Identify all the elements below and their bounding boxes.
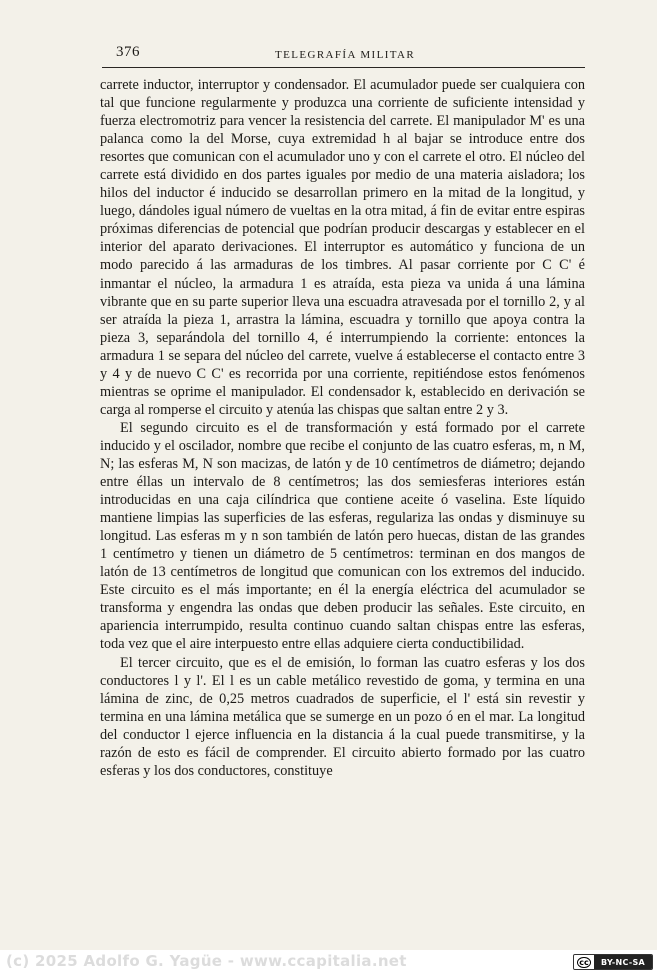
page-header — [102, 44, 585, 66]
copyright-footer — [0, 950, 657, 973]
page-number: 376 — [116, 44, 140, 60]
paragraph: El segundo circuito es el de transformación y está formado por el carrete inducido y el oscilador, nombre que recibe el conjunto de las cuatro esferas, m, n M, N; las esferas M, N son macizas, de latón y de 10 centímetros de diámetro; dejando entre éllas un intervalo de 8 centímetros; las dos semiesferas interiores están introducidas en una caja cilíndrica que contiene aceite ó vaselina. Este líquido mantiene limpias las superficies de las esferas, regulariza las ondas y disminuye su longitud. Las esferas m y n son también de latón pero huecas, distan de las grandes 1 centímetro y tienen un diámetro de 5 centímetros: terminan en dos mangos de latón de 13 centímetros de longitud que comunican con los extremos del inducido. Este circuito es el más importante; en él la energía eléctrica del acumulador se transforma y engendra las ondas que deben producir las señales. Este circuito, en apariencia interrumpido, resulta continuo cuando saltan chispas entre las esferas, toda vez que el aire interpuesto entre ellas adquiere cierta conductibilidad. — [100, 419, 585, 653]
copyright-credit: (c) 2025 Adolfo G. Yagüe - www.ccapitalia.net — [6, 952, 407, 970]
cc-logo-icon: cc — [574, 955, 594, 969]
running-head: TELEGRAFÍA MILITAR — [275, 49, 416, 61]
cc-license-label: BY-NC-SA — [594, 955, 652, 969]
body-text — [100, 76, 585, 780]
paragraph: carrete inductor, interruptor y condensador. El acumulador puede ser cualquiera con tal que funcione regularmente y produzca una corriente de suficiente intensidad y fuerza electromotriz para vencer la resistencia del carrete. El manipulador M' es una palanca como la del Morse, cuya extremidad h al bajar se introduce entre dos resortes que comunican con el acumulador uno y con el carrete el otro. El núcleo del carrete está dividido en dos partes iguales por medio de una materia aisladora; los hilos del inductor é inducido se desarrollan primero en la mitad de la longitud, y luego, dándoles igual número de vueltas en la otra mitad, á fin de evitar entre espiras próximas diferencias de potencial que podrían producir descargas y establecer en el interior del aparato derivaciones. El interruptor es automático y funciona de un modo parecido á las armaduras de los timbres. Al pasar corriente por C C' é inmantar el núcleo, la armadura 1 es atraída, esta pieza va unida á una lámina vibrante que en su parte superior lleva una escuadra atravesada por el tornillo 2, y al ser atraída la pieza 1, arrastra la lámina, escuadra y tornillo que apoya contra la pieza 3, separándola del tornillo 4, é interrumpiendo la corriente: entonces la armadura 1 se separa del núcleo del carrete, vuelve á establecerse el contacto entre 3 y 4 y de nuevo C C' es recorrida por una corriente, repitiéndose estos fenómenos mientras se oprime el manipulador. El condensador k, establecido en derivación se carga al romperse el circuito y atenúa las chispas que saltan entre 2 y 3. — [100, 77, 585, 418]
paragraph: El tercer circuito, que es el de emisión, lo forman las cuatro esferas y los dos conductores l y l'. El l es un cable metálico revestido de goma, y termina en una lámina de zinc, de 0,25 metros cuadrados de superficie, el l' está sin revestir y termina en una lámina metálica que se sumerge en un pozo ó en el mar. La longitud del conductor l ejerce influencia en la distancia á la cual puede transmitirse, y la razón de esto es fácil de comprender. El circuito abierto formado por las cuatro esferas y los dos conductores, constituye — [100, 654, 585, 779]
cc-license-badge[interactable] — [573, 954, 653, 970]
header-rule — [102, 67, 585, 68]
